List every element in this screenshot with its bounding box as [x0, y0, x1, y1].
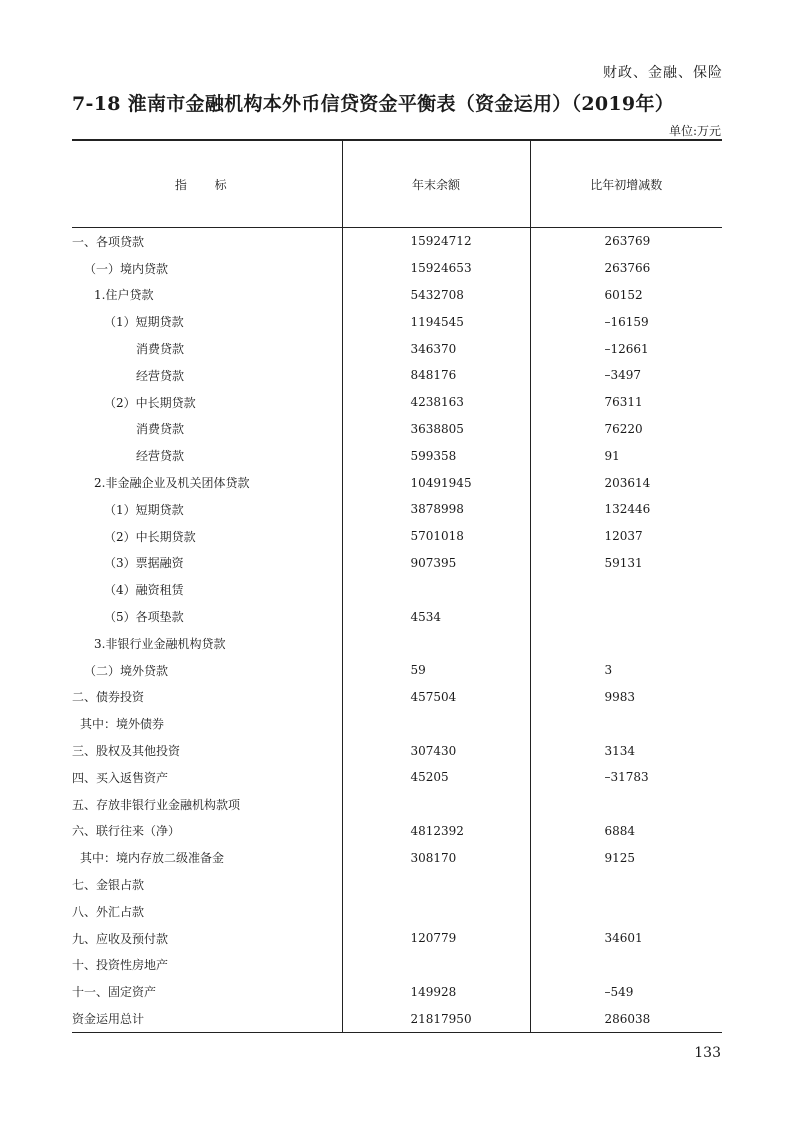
row-change: 12037	[530, 523, 722, 550]
row-label: 五、存放非银行业金融机构款项	[72, 797, 241, 812]
row-label: （4）融资租赁	[104, 583, 184, 598]
table-row	[72, 389, 722, 416]
row-change	[530, 603, 722, 630]
table-row	[72, 791, 722, 818]
table-row	[72, 1005, 722, 1032]
row-change: –12661	[530, 335, 722, 362]
row-change	[530, 576, 722, 603]
row-change: 203614	[530, 469, 722, 496]
table-row	[72, 496, 722, 523]
row-change: –549	[530, 978, 722, 1005]
row-change: 91	[530, 442, 722, 469]
row-change	[530, 710, 722, 737]
row-label: 经营贷款	[136, 368, 185, 383]
balance-table-container	[72, 139, 722, 1033]
row-change	[530, 952, 722, 979]
row-balance: 149928	[342, 978, 530, 1005]
row-change	[530, 871, 722, 898]
row-change: 34601	[530, 925, 722, 952]
table-row	[72, 657, 722, 684]
row-balance: 599358	[342, 442, 530, 469]
row-label: 3.非银行业金融机构贷款	[94, 636, 226, 651]
row-balance: 120779	[342, 925, 530, 952]
table-row	[72, 684, 722, 711]
row-label: （一）境内贷款	[84, 261, 169, 276]
table-row	[72, 818, 722, 845]
row-change	[530, 630, 722, 657]
column-header-balance: 年末余额	[342, 140, 530, 228]
row-change: 3134	[530, 737, 722, 764]
table-row	[72, 871, 722, 898]
table-row	[72, 844, 722, 871]
row-balance: 5701018	[342, 523, 530, 550]
table-row	[72, 710, 722, 737]
row-balance: 45205	[342, 764, 530, 791]
row-label: （2）中长期贷款	[104, 395, 196, 410]
row-label: 九、应收及预付款	[72, 931, 169, 946]
row-balance: 4238163	[342, 389, 530, 416]
row-label: （5）各项垫款	[104, 610, 184, 625]
table-row	[72, 228, 722, 255]
table-row	[72, 416, 722, 443]
page-number: 133	[694, 1045, 721, 1061]
row-label: （3）票据融资	[104, 556, 184, 571]
row-change: 59131	[530, 550, 722, 577]
table-row	[72, 255, 722, 282]
row-change: 263769	[530, 228, 722, 255]
row-balance	[342, 871, 530, 898]
table-row	[72, 952, 722, 979]
row-balance	[342, 630, 530, 657]
row-label: 十一、固定资产	[72, 985, 157, 1000]
row-change: 3	[530, 657, 722, 684]
table-row	[72, 469, 722, 496]
row-change: –31783	[530, 764, 722, 791]
row-balance: 907395	[342, 550, 530, 577]
row-change: –16159	[530, 308, 722, 335]
row-balance: 15924712	[342, 228, 530, 255]
table-row	[72, 282, 722, 309]
section-tag: 财政、金融、保险	[603, 65, 723, 81]
table-row	[72, 925, 722, 952]
row-change: 9983	[530, 684, 722, 711]
row-label: （二）境外贷款	[84, 663, 169, 678]
row-change: 132446	[530, 496, 722, 523]
row-change	[530, 898, 722, 925]
row-label: 消费贷款	[136, 342, 185, 357]
row-balance	[342, 791, 530, 818]
row-balance	[342, 898, 530, 925]
row-label: 经营贷款	[136, 449, 185, 464]
row-balance: 15924653	[342, 255, 530, 282]
row-label: 其中：境内存放二级准备金	[80, 851, 225, 866]
row-label: （2）中长期贷款	[104, 529, 196, 544]
row-label: 十、投资性房地产	[72, 958, 169, 973]
table-header-row	[72, 140, 722, 228]
row-change: 286038	[530, 1005, 722, 1032]
table-row	[72, 603, 722, 630]
row-label: 资金运用总计	[72, 1005, 342, 1032]
table-row	[72, 335, 722, 362]
row-label: 1.住户贷款	[94, 288, 154, 303]
balance-table	[72, 139, 722, 1033]
row-balance	[342, 952, 530, 979]
row-balance: 3638805	[342, 416, 530, 443]
row-change: –3497	[530, 362, 722, 389]
table-row	[72, 898, 722, 925]
table-row	[72, 764, 722, 791]
table-row	[72, 523, 722, 550]
row-label: 二、债券投资	[72, 690, 145, 705]
row-balance: 1194545	[342, 308, 530, 335]
row-balance: 848176	[342, 362, 530, 389]
table-row	[72, 630, 722, 657]
row-change: 76220	[530, 416, 722, 443]
row-balance: 346370	[342, 335, 530, 362]
row-balance: 59	[342, 657, 530, 684]
unit-label: 单位:万元	[668, 124, 721, 138]
row-label: 八、外汇占款	[72, 904, 145, 919]
row-balance: 4534	[342, 603, 530, 630]
row-change: 9125	[530, 844, 722, 871]
row-balance: 21817950	[342, 1005, 530, 1032]
row-balance: 10491945	[342, 469, 530, 496]
row-label: （1）短期贷款	[104, 315, 184, 330]
table-row	[72, 362, 722, 389]
row-balance: 4812392	[342, 818, 530, 845]
row-label: 七、金银占款	[72, 878, 145, 893]
row-label: 消费贷款	[136, 422, 185, 437]
row-label: 其中：境外债券	[80, 717, 165, 732]
row-label: 三、股权及其他投资	[72, 744, 181, 759]
column-header-change: 比年初增减数	[530, 140, 722, 228]
table-row	[72, 576, 722, 603]
row-change	[530, 791, 722, 818]
table-row	[72, 550, 722, 577]
row-balance	[342, 710, 530, 737]
table-row	[72, 442, 722, 469]
row-balance: 5432708	[342, 282, 530, 309]
row-label: 六、联行往来（净）	[72, 824, 181, 839]
table-body	[72, 228, 722, 1033]
table-row	[72, 737, 722, 764]
row-change: 76311	[530, 389, 722, 416]
row-balance: 457504	[342, 684, 530, 711]
column-header-indicator: 指 标	[72, 140, 342, 228]
row-change: 263766	[530, 255, 722, 282]
table-row	[72, 308, 722, 335]
row-balance: 3878998	[342, 496, 530, 523]
table-title: 7-18 淮南市金融机构本外币信贷资金平衡表（资金运用）（2019年）	[72, 93, 675, 115]
row-label: （1）短期贷款	[104, 502, 184, 517]
row-label: 2.非金融企业及机关团体贷款	[94, 476, 250, 491]
row-label: 四、买入返售资产	[72, 770, 169, 785]
row-balance: 308170	[342, 844, 530, 871]
row-balance	[342, 576, 530, 603]
table-row	[72, 978, 722, 1005]
row-balance: 307430	[342, 737, 530, 764]
row-change: 6884	[530, 818, 722, 845]
row-label: 一、各项贷款	[72, 234, 145, 249]
row-change: 60152	[530, 282, 722, 309]
